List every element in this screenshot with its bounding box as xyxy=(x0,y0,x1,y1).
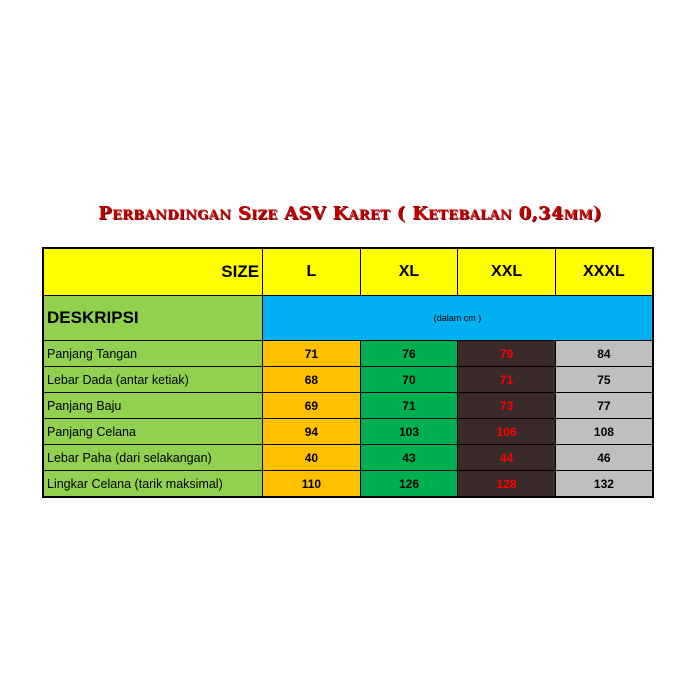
cell-xxxl: 75 xyxy=(555,367,653,393)
table-row xyxy=(43,341,653,367)
description-label: DESKRIPSI xyxy=(43,296,263,341)
table-row xyxy=(43,419,653,445)
size-header-label: SIZE xyxy=(43,248,263,296)
cell-xxxl: 77 xyxy=(555,393,653,419)
size-comparison-table xyxy=(42,247,654,498)
cell-xxl: 128 xyxy=(458,471,556,498)
row-label: Lingkar Celana (tarik maksimal) xyxy=(43,471,263,498)
row-label: Panjang Celana xyxy=(43,419,263,445)
cell-xxxl: 132 xyxy=(555,471,653,498)
cell-l: 69 xyxy=(263,393,361,419)
cell-xxl: 73 xyxy=(458,393,556,419)
cell-xl: 126 xyxy=(360,471,458,498)
size-header-xl: XL xyxy=(360,248,458,296)
size-header-xxxl: XXXL xyxy=(555,248,653,296)
cell-xxxl: 46 xyxy=(555,445,653,471)
cell-xxl: 106 xyxy=(458,419,556,445)
cell-xxl: 44 xyxy=(458,445,556,471)
cell-xl: 71 xyxy=(360,393,458,419)
size-header-xxl: XXL xyxy=(458,248,556,296)
cell-xxl: 79 xyxy=(458,341,556,367)
cell-xxxl: 84 xyxy=(555,341,653,367)
page-title: Perbandingan Size ASV Karet ( Ketebalan 0,34mm) xyxy=(98,203,602,224)
row-label: Lebar Dada (antar ketiak) xyxy=(43,367,263,393)
cell-l: 68 xyxy=(263,367,361,393)
size-header-l: L xyxy=(263,248,361,296)
cell-l: 94 xyxy=(263,419,361,445)
cell-xl: 103 xyxy=(360,419,458,445)
cell-xl: 76 xyxy=(360,341,458,367)
cell-l: 71 xyxy=(263,341,361,367)
cell-xl: 43 xyxy=(360,445,458,471)
cell-xxl: 71 xyxy=(458,367,556,393)
cell-l: 110 xyxy=(263,471,361,498)
cell-xxxl: 108 xyxy=(555,419,653,445)
row-label: Panjang Baju xyxy=(43,393,263,419)
table-row xyxy=(43,393,653,419)
table-row xyxy=(43,367,653,393)
size-header-row xyxy=(43,248,653,296)
table-row xyxy=(43,445,653,471)
row-label: Panjang Tangan xyxy=(43,341,263,367)
cell-xl: 70 xyxy=(360,367,458,393)
unit-note: (dalam cm ) xyxy=(263,296,653,341)
row-label: Lebar Paha (dari selakangan) xyxy=(43,445,263,471)
cell-l: 40 xyxy=(263,445,361,471)
table-row xyxy=(43,471,653,498)
description-row xyxy=(43,296,653,341)
